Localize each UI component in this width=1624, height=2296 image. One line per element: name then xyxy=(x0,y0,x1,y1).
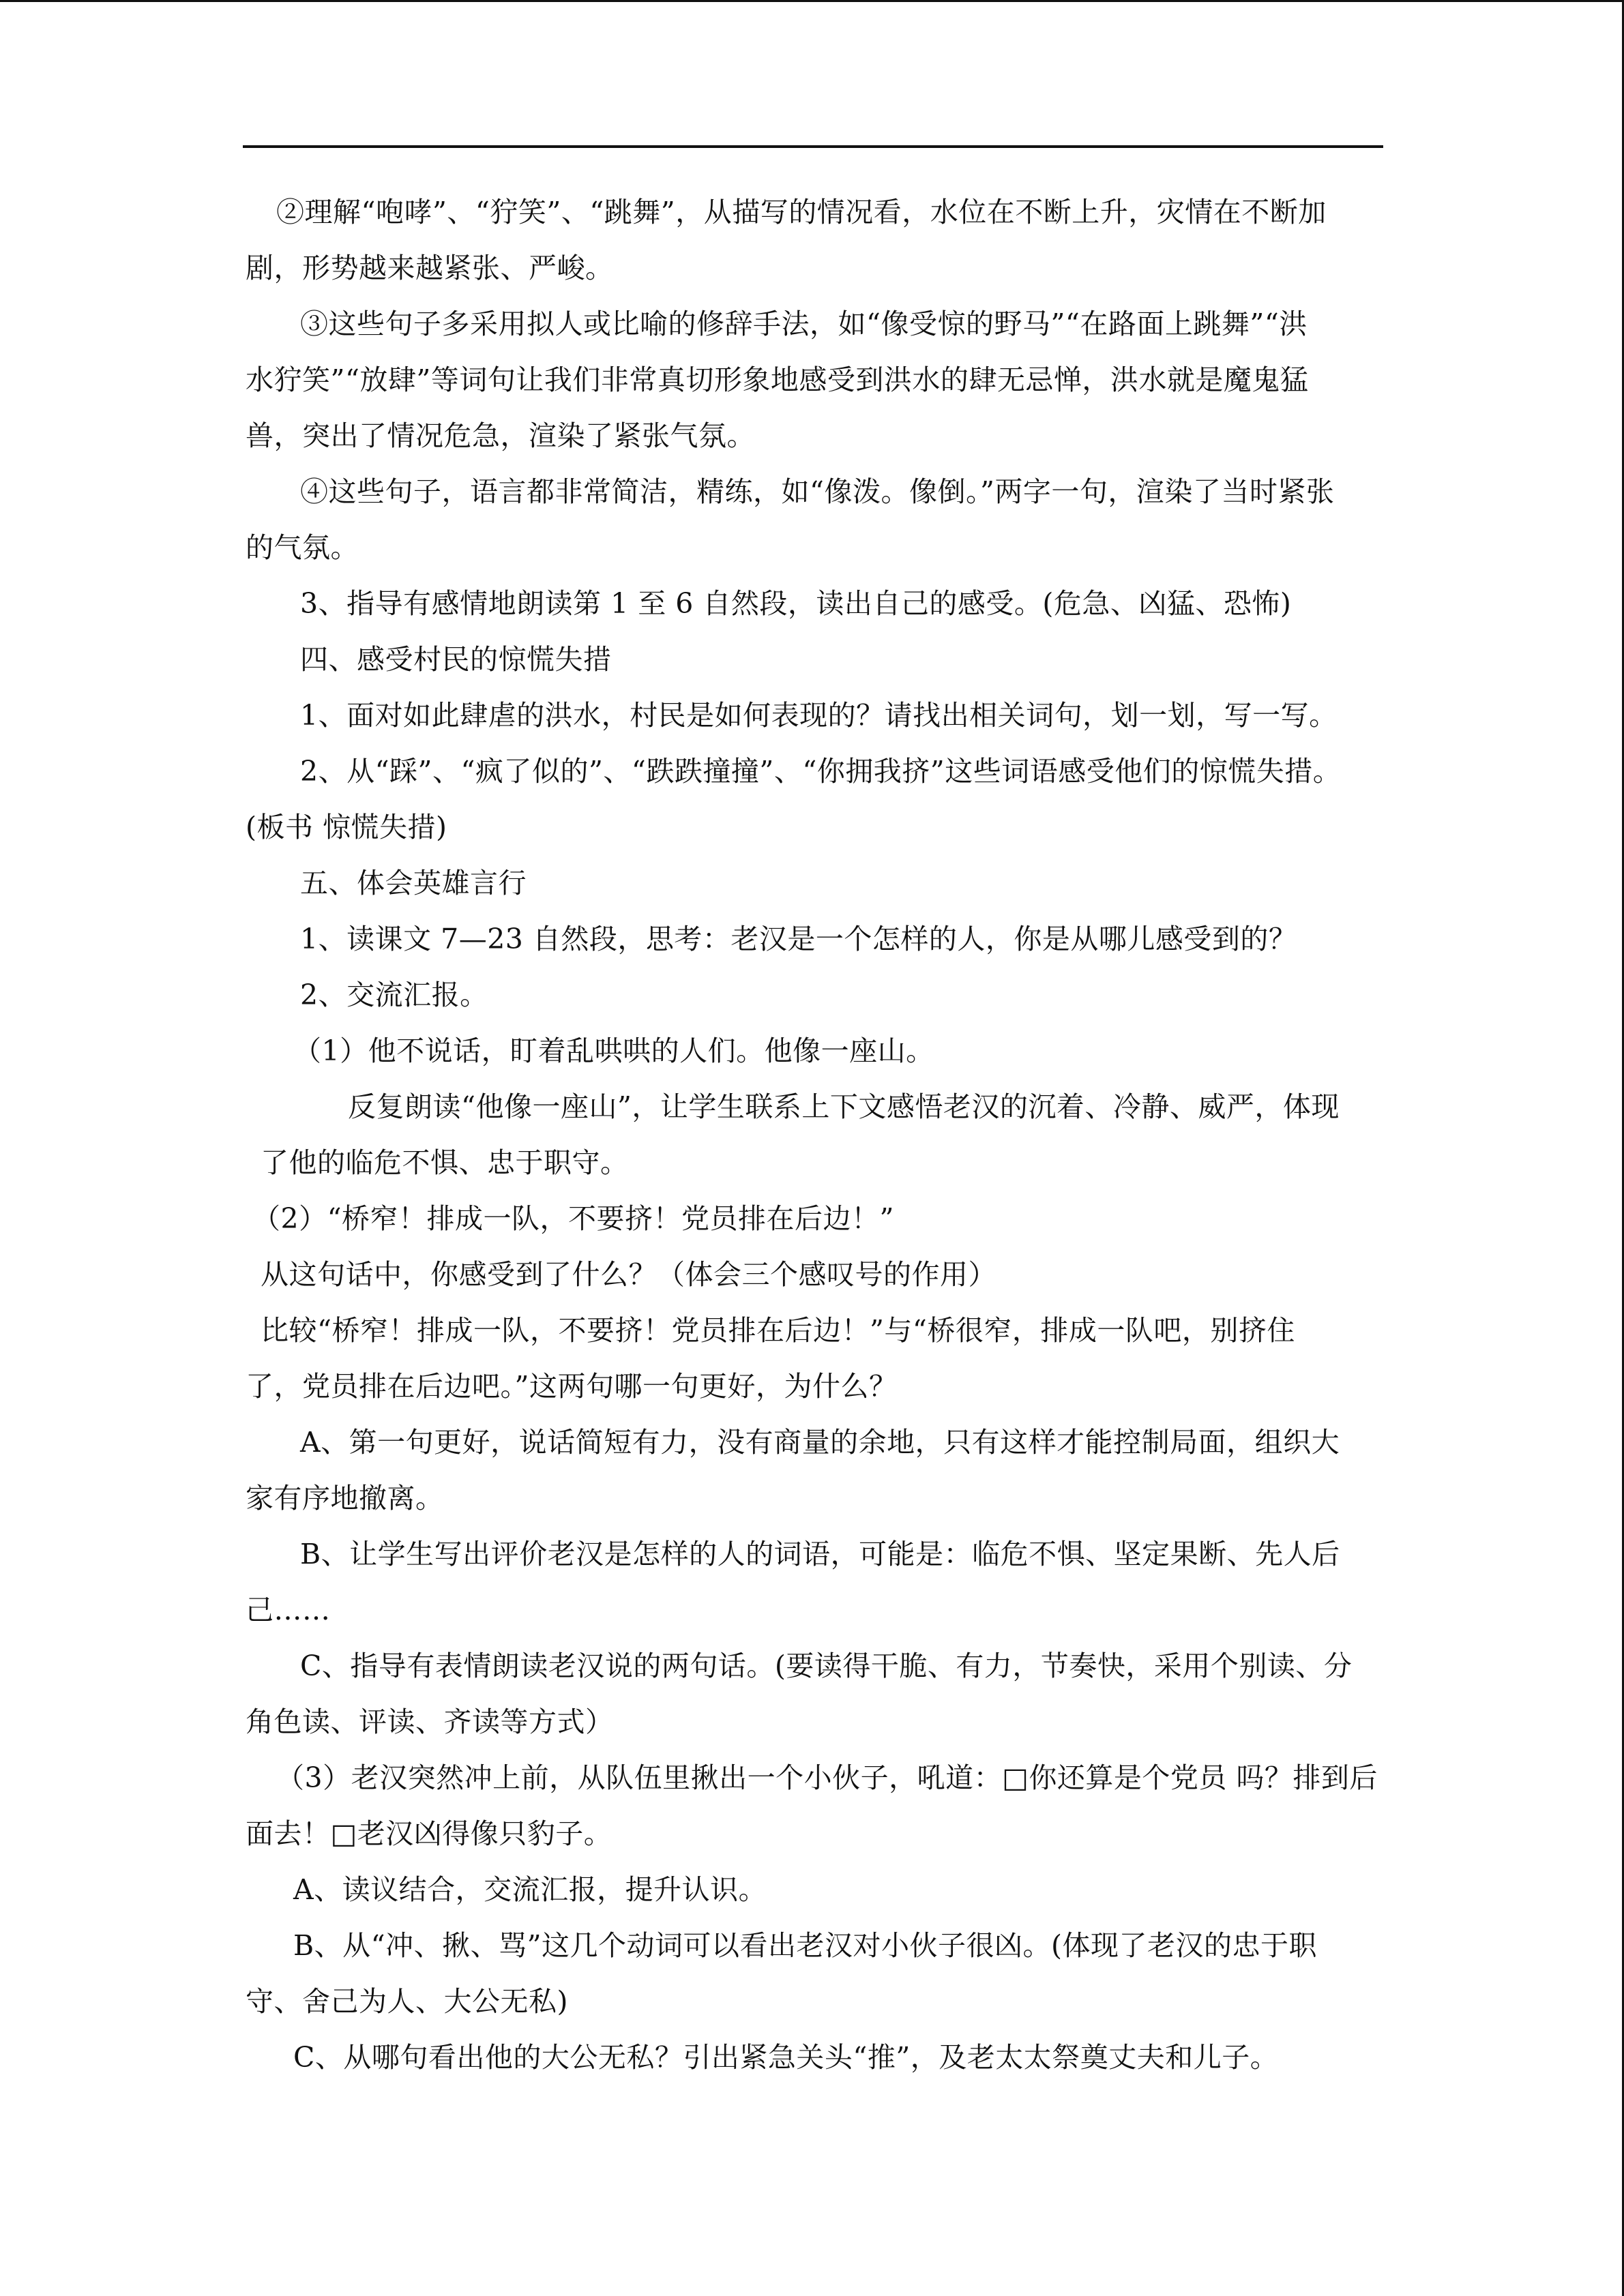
text-line: 水狞笑”“放肆”等词句让我们非常真切形象地感受到洪水的肆无忌惮，洪水就是魔鬼猛 xyxy=(246,363,1309,396)
text-line: 家有序地撤离。 xyxy=(246,1482,444,1515)
text-line: 2、交流汇报。 xyxy=(300,979,488,1011)
text-line: (板书 惊慌失措) xyxy=(246,811,447,844)
section-heading: 四、感受村民的惊慌失措 xyxy=(300,643,612,676)
text-line: B、从“冲、揪、骂”这几个动词可以看出老汉对小伙子很凶。(体现了老汉的忠于职 xyxy=(293,1929,1318,1962)
text-line: 的气氛。 xyxy=(246,531,359,564)
text-line: （2）“桥窄！排成一队，不要挤！党员排在后边！” xyxy=(252,1202,895,1235)
text-line: 兽，突出了情况危急，渲染了紧张气氛。 xyxy=(246,419,755,452)
text-line: 面去！□老汉凶得像只豹子。 xyxy=(246,1817,612,1850)
text-line: 3、指导有感情地朗读第 1 至 6 自然段，读出自己的感受。(危急、凶猛、恐怖) xyxy=(300,587,1292,620)
text-line: 比较“桥窄！排成一队，不要挤！党员排在后边！”与“桥很窄，排成一队吧，别挤住 xyxy=(261,1314,1295,1347)
text-line: 1、面对如此肆虐的洪水，村民是如何表现的？请找出相关词句，划一划，写一写。 xyxy=(300,699,1338,732)
text-line: A、第一句更好，说话简短有力，没有商量的余地，只有这样才能控制局面，组织大 xyxy=(300,1426,1340,1459)
header-rule xyxy=(243,145,1383,148)
text-line: ③这些句子多采用拟人或比喻的修辞手法，如“像受惊的野马”“在路面上跳舞”“洪 xyxy=(300,308,1308,340)
text-line: 反复朗读“他像一座山”，让学生联系上下文感悟老汉的沉着、冷静、威严，体现 xyxy=(348,1090,1340,1123)
text-line: B、让学生写出评价老汉是怎样的人的词语，可能是：临危不惧、坚定果断、先人后 xyxy=(300,1538,1340,1570)
text-line: 守、舍己为人、大公无私) xyxy=(246,1985,568,2018)
text-line: 了他的临危不惧、忠于职守。 xyxy=(261,1146,629,1179)
text-line: 1、读课文 7—23 自然段，思考：老汉是一个怎样的人，你是从哪儿感受到的？ xyxy=(300,923,1297,955)
text-line: A、读议结合，交流汇报，提升认识。 xyxy=(293,1873,767,1906)
text-line: C、从哪句看出他的大公无私？引出紧急关头“推”，及老太太祭奠丈夫和儿子。 xyxy=(293,2041,1279,2074)
text-line: 剧，形势越来越紧张、严峻。 xyxy=(246,252,614,284)
text-line: ④这些句子，语言都非常简洁，精练，如“像泼。像倒。”两字一句，渲染了当时紧张 xyxy=(300,475,1335,508)
text-line: （1）他不说话，盯着乱哄哄的人们。他像一座山。 xyxy=(293,1034,934,1067)
page-border-top xyxy=(0,0,1624,2)
text-line: 2、从“踩”、“疯了似的”、“跌跌撞撞”、“你拥我挤”这些词语感受他们的惊慌失措。 xyxy=(300,755,1342,788)
text-line: 己…… xyxy=(246,1594,331,1626)
text-line: 了，党员排在后边吧。”这两句哪一句更好，为什么？ xyxy=(246,1370,898,1403)
section-heading: 五、体会英雄言行 xyxy=(300,867,527,899)
text-line: ②理解“咆哮”、“狞笑”、“跳舞”，从描写的情况看，水位在不断上升，灾情在不断加 xyxy=(276,196,1327,228)
text-line: （3）老汉突然冲上前，从队伍里揪出一个小伙子，吼道：□你还算是个党员 吗？排到后 xyxy=(276,1761,1378,1794)
text-line: C、指导有表情朗读老汉说的两句话。(要读得干脆、有力，节奏快，采用个别读、分 xyxy=(300,1650,1353,1682)
document-body xyxy=(246,184,1385,2085)
text-line: 角色读、评读、齐读等方式） xyxy=(246,1705,614,1738)
text-line: 从这句话中，你感受到了什么？（体会三个感叹号的作用） xyxy=(261,1258,996,1291)
